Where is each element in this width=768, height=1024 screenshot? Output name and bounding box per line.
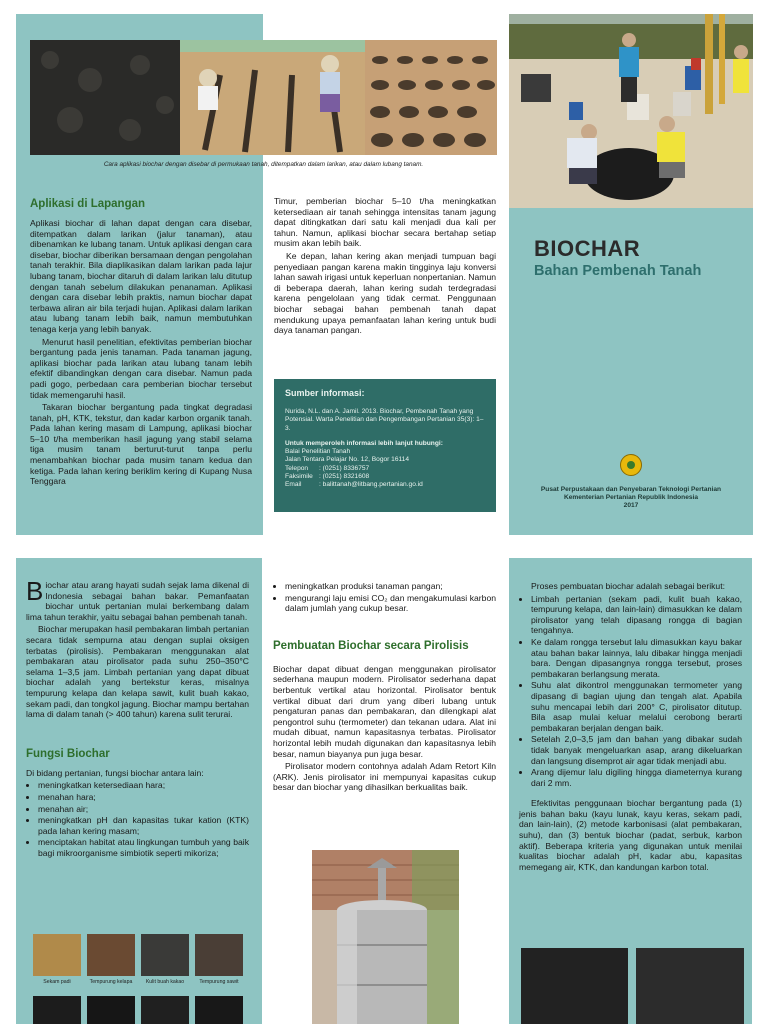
thumb-label: Kulit buah kakao	[145, 979, 185, 985]
thumb-biochar-3	[141, 996, 189, 1024]
cover-title: BIOCHAR	[534, 236, 641, 261]
panel5-body	[273, 581, 496, 795]
heading-field-application: Aplikasi di Lapangan	[30, 198, 146, 210]
paragraph: Pirolisator modern contohnya adalah Adam Retort Kiln (ARK). Jenis pirolisator ini mempunyai kapasitas cukup besar dan biochar yang dihasilkan berkualitas baik.	[273, 761, 496, 793]
ministry-logo	[620, 454, 642, 476]
contact-fax: Faksimile : (0251) 8321608	[285, 472, 370, 480]
publisher-block	[509, 486, 753, 511]
list-item: • Suhu alat dikontrol menggunakan termometer yang dipasang di bagian ujung dan tengah alat. Apabila suhu mencapai lebih dari 200° C, pirolisator ditutup. Bila asap mulai keluar melalui cerobong berarti pembakaran berjalan dengan baik.	[531, 680, 742, 733]
paragraph: Proses pembuatan biochar adalah sebagai berikut:	[531, 581, 725, 591]
thumb-label: Sekam padi	[43, 979, 71, 985]
paragraph: Aplikasi biochar di lahan dapat dengan cara disebar, ditempatkan dalam larikan (jalur tanaman), atau dibenamkan ke lubang tanam. Untuk aplikasi dengan cara disebar, biochar diberikan bersamaan dengan pengolahan tanah terakhir. Bila diaplikasikan dalam larikan pada lajur lubang tanam, biochar ditaruh di dalam larikan lalu ditutup dengan tanah sebelum dilakukan penanaman. Aplikasi dengan cara disebar lebih praktis, namun biochar dapat terbawa aliran air bila terjadi hujan. Aplikasi dalam larikan atau lubang tanam lebih baik, namun membutuhkan tenaga kerja yang lebih banyak.	[30, 218, 252, 334]
publisher-name: Pusat Perpustakaan dan Penyebaran Teknologi Pertanian	[540, 486, 722, 493]
contact-email[interactable]: Email : balittanah@litbang.pertanian.go.id	[285, 481, 423, 489]
paragraph: Biochar dapat dibuat dengan menggunakan pirolisator sederhana maupun modern. Pirolisator sederhana dapat berbentuk vertikal atau horizontal. Pirolisator bentuk vertikal dibuat dari drum yang diberi lubang untuk pengaturan panas dan pembakaran, dan dilengkapi alat pengontrol suhu (termometer) dan tekanan udara. Alat ini mudah dibuat, namun kapasitasnya terbatas. Pirolisator horizontal lebih mudah digunakan dan kapasitasnya lebih besar, namun biayanya pun juga besar.	[273, 663, 496, 759]
function-list	[273, 581, 496, 614]
biochar-photo-2	[636, 948, 744, 1024]
panel1-text	[30, 218, 252, 487]
drop-cap: B	[26, 576, 44, 606]
list-item: • menahan air;	[38, 804, 249, 815]
thumb-coconut-shell	[87, 934, 135, 976]
paragraph: Ke depan, lahan kering akan menjadi tumpuan bagi penyediaan pangan karena makin tingginya laju konversi lahan sawah irigasi untuk keperluan nonpertanian. Namun di beberapa daerah, lahan kering sudah terdegradasi karena pengelolaan yang tidak cermat. Penggunaan biochar sebagai bahan pembenah tanah dapat mendukung upaya pemanfaatan lahan kering untuk budi daya tanaman pangan.	[274, 250, 496, 336]
list-item: • meningkatkan produksi tanaman pangan;	[285, 581, 496, 592]
thumb-rice-husk	[33, 934, 81, 976]
panel4-body	[26, 576, 249, 859]
panel2-text	[274, 196, 496, 336]
panel6-body	[519, 581, 742, 874]
list-item: • menahan hara;	[38, 792, 249, 803]
publication-year: 2017	[623, 502, 639, 510]
function-list-continued	[273, 581, 496, 614]
pyrolyzer-photo	[312, 850, 459, 1024]
list-item: • Arang dijemur lalu digiling hingga diameternya kurang dari 2 mm.	[531, 767, 742, 788]
function-text	[26, 768, 249, 859]
list-item: • Limbah pertanian (sekam padi, kulit buah kakao, tempurung kelapa, dan lain-lain) dimasukkan ke dalam pirolisator yang telah dipasang rongga di bagian tengahnya.	[531, 594, 742, 636]
source-info-box	[274, 379, 496, 512]
photo-caption: Cara aplikasi biochar dengan disebar di permukaan tanah, ditempatkan dalam larikan, atau dalam lubang tanam.	[103, 161, 424, 168]
thumb-palm-shell	[195, 934, 243, 976]
contact-phone: Telepon : (0251) 8336757	[285, 464, 370, 472]
raw-material-thumbs	[33, 934, 243, 1024]
cover-subtitle: Bahan Pembenah Tanah	[534, 263, 702, 279]
thumb-biochar-2	[87, 996, 135, 1024]
cover-photo	[509, 14, 753, 208]
list-item: • Setelah 2,0–3,5 jam dan bahan yang dibakar sudah tidak banyak mengeluarkan asap, arang dikeluarkan dan langsung disemprot air agar tidak menjadi abu.	[531, 734, 742, 766]
list-item: • Ke dalam rongga tersebut lalu dimasukkan kayu bakar atau bahan bakar lainnya, lalu dibakar hingga menjadi bara. Dengan dipasangnya rongga tersebut, proses pembakaran berlangsung merata.	[531, 637, 742, 679]
list-item: • menciptakan habitat atau lingkungan tumbuh yang baik bagi mikroorganisme simbiotik seperti mikoriza;	[38, 837, 249, 858]
paragraph: Menurut hasil penelitian, efektivitas pemberian biochar bergantung pada jenis tanaman. Pada tanaman jagung, aplikasi biochar pada larikan atau lubang tanam lebih efektif dibandingkan dengan cara disebar. Namun pada padi gogo, perbedaan cara pemberian biochar tersebut tidak memengaruhi hasil.	[30, 336, 252, 400]
source-reference: Nurida, N.L. dan A. Jamil. 2013. Biochar, Pembenah Tanah yang Potensial. Warta Penelitian dan Pengembangan Pertanian 35(3): 1–3.	[285, 408, 484, 432]
panel2-body	[274, 196, 496, 338]
contact-address: Jalan Tentara Pelajar No. 12, Bogor 16114	[285, 456, 410, 464]
paragraph: Takaran biochar bergantung pada tingkat degradasi tanah, pH, KTK, tekstur, dan kadar karbon organik tanah. Pada lahan kering masam di Lampung, aplikasi biochar 5–10 t/ha memberikan hasil jagung yang stabil selama tiga musim tanam berturut-turut tanpa perlu menambahkan biochar pada musim tanam kedua dan ketiga. Pada lahan kering beriklim kering di Kupang Nusa Tenggara	[30, 402, 252, 487]
intro-text	[26, 576, 249, 720]
drum-pyrolyzer	[312, 850, 459, 1024]
paragraph: Biochar merupakan hasil pembakaran limbah pertanian secara tidak sempurna atau dengan suplai oksigen terbatas (pirolisis). Pembakaran menggunakan alat pembakaran atau pirolisator pada suhu 250–350°C selama 1–3,5 jam. Limbah pertanian yang dapat dibuat biochar adalah yang bertekstur keras, misalnya tempurung kelapa dan kelapa sawit, kulit buah kakao, sekam padi, dan tongkol jagung. Biochar mampu bertahan lama di dalam tanah (> 400 tahun) karena sulit terurai.	[26, 624, 249, 720]
paragraph: Timur, pemberian biochar 5–10 t/ha meningkatkan ketersediaan air tanah sehingga intensitas tanam jagung dapat ditingkatkan dari satu kali menjadi dua kali per tahun. Namun, aplikasi biochar secara bertahap setiap musim akan lebih baik.	[274, 196, 496, 249]
pyrolysis-text	[273, 664, 496, 793]
field-photo-strip	[30, 40, 497, 155]
thumb-label: Tempurung sawit	[199, 979, 239, 985]
thumb-biochar-4	[195, 996, 243, 1024]
logo-inner	[627, 461, 635, 469]
contact-institution: Balai Penelitian Tanah	[285, 448, 351, 456]
biochar-photo-1	[521, 948, 628, 1024]
heading-biochar-function: Fungsi Biochar	[26, 747, 110, 760]
list-item: • meningkatkan ketersediaan hara;	[38, 780, 249, 791]
photo-application-methods	[30, 40, 497, 155]
function-intro: Di bidang pertanian, fungsi biochar antara lain:	[26, 767, 204, 778]
heading-pyrolysis: Pembuatan Biochar secara Pirolisis	[273, 639, 469, 652]
process-text	[519, 581, 742, 872]
paragraph: Biochar atau arang hayati sudah sejak lama dikenal di Indonesia sebagai bahan bakar. Pemanfaatan biochar untuk pertanian mulai berkembang dalam lima tahun terakhir, yaitu sebagai bahan pembenah tanah.	[26, 576, 249, 622]
publisher-ministry: Kementerian Pertanian Republik Indonesia	[563, 494, 699, 502]
thumb-biochar-1	[33, 996, 81, 1024]
process-steps	[519, 594, 742, 789]
list-item: • meningkatkan pH dan kapasitas tukar kation (KTK) pada lahan kering masam;	[38, 815, 249, 836]
workers-photo	[509, 14, 753, 208]
list-item: • mengurangi laju emisi CO₂ dan mengakumulasi karbon dalam jumlah yang cukup besar.	[285, 593, 496, 614]
contact-heading: Untuk memperoleh informasi lebih lanjut hubungi:	[285, 440, 443, 448]
thumb-label: Tempurung kelapa	[89, 979, 133, 985]
source-info-title: Sumber informasi:	[285, 388, 365, 398]
paragraph: Efektivitas penggunaan biochar bergantung pada (1) jenis bahan baku (kayu lunak, kayu keras, sekam padi, dan lain-lain), (2) metode karbonisasi (alat pembakaran, suhu), dan (3) bentuk biochar (padat, serbuk, karbon aktif). Beberapa kriteria yang digunakan untuk menilai kualitas biochar adalah pH, kadar abu, kapasitas memegang air, KTK, dan kandungan karbon total.	[519, 798, 742, 872]
thumb-cacao-pod	[141, 934, 189, 976]
panel1-body	[30, 198, 252, 489]
function-list	[26, 780, 249, 858]
